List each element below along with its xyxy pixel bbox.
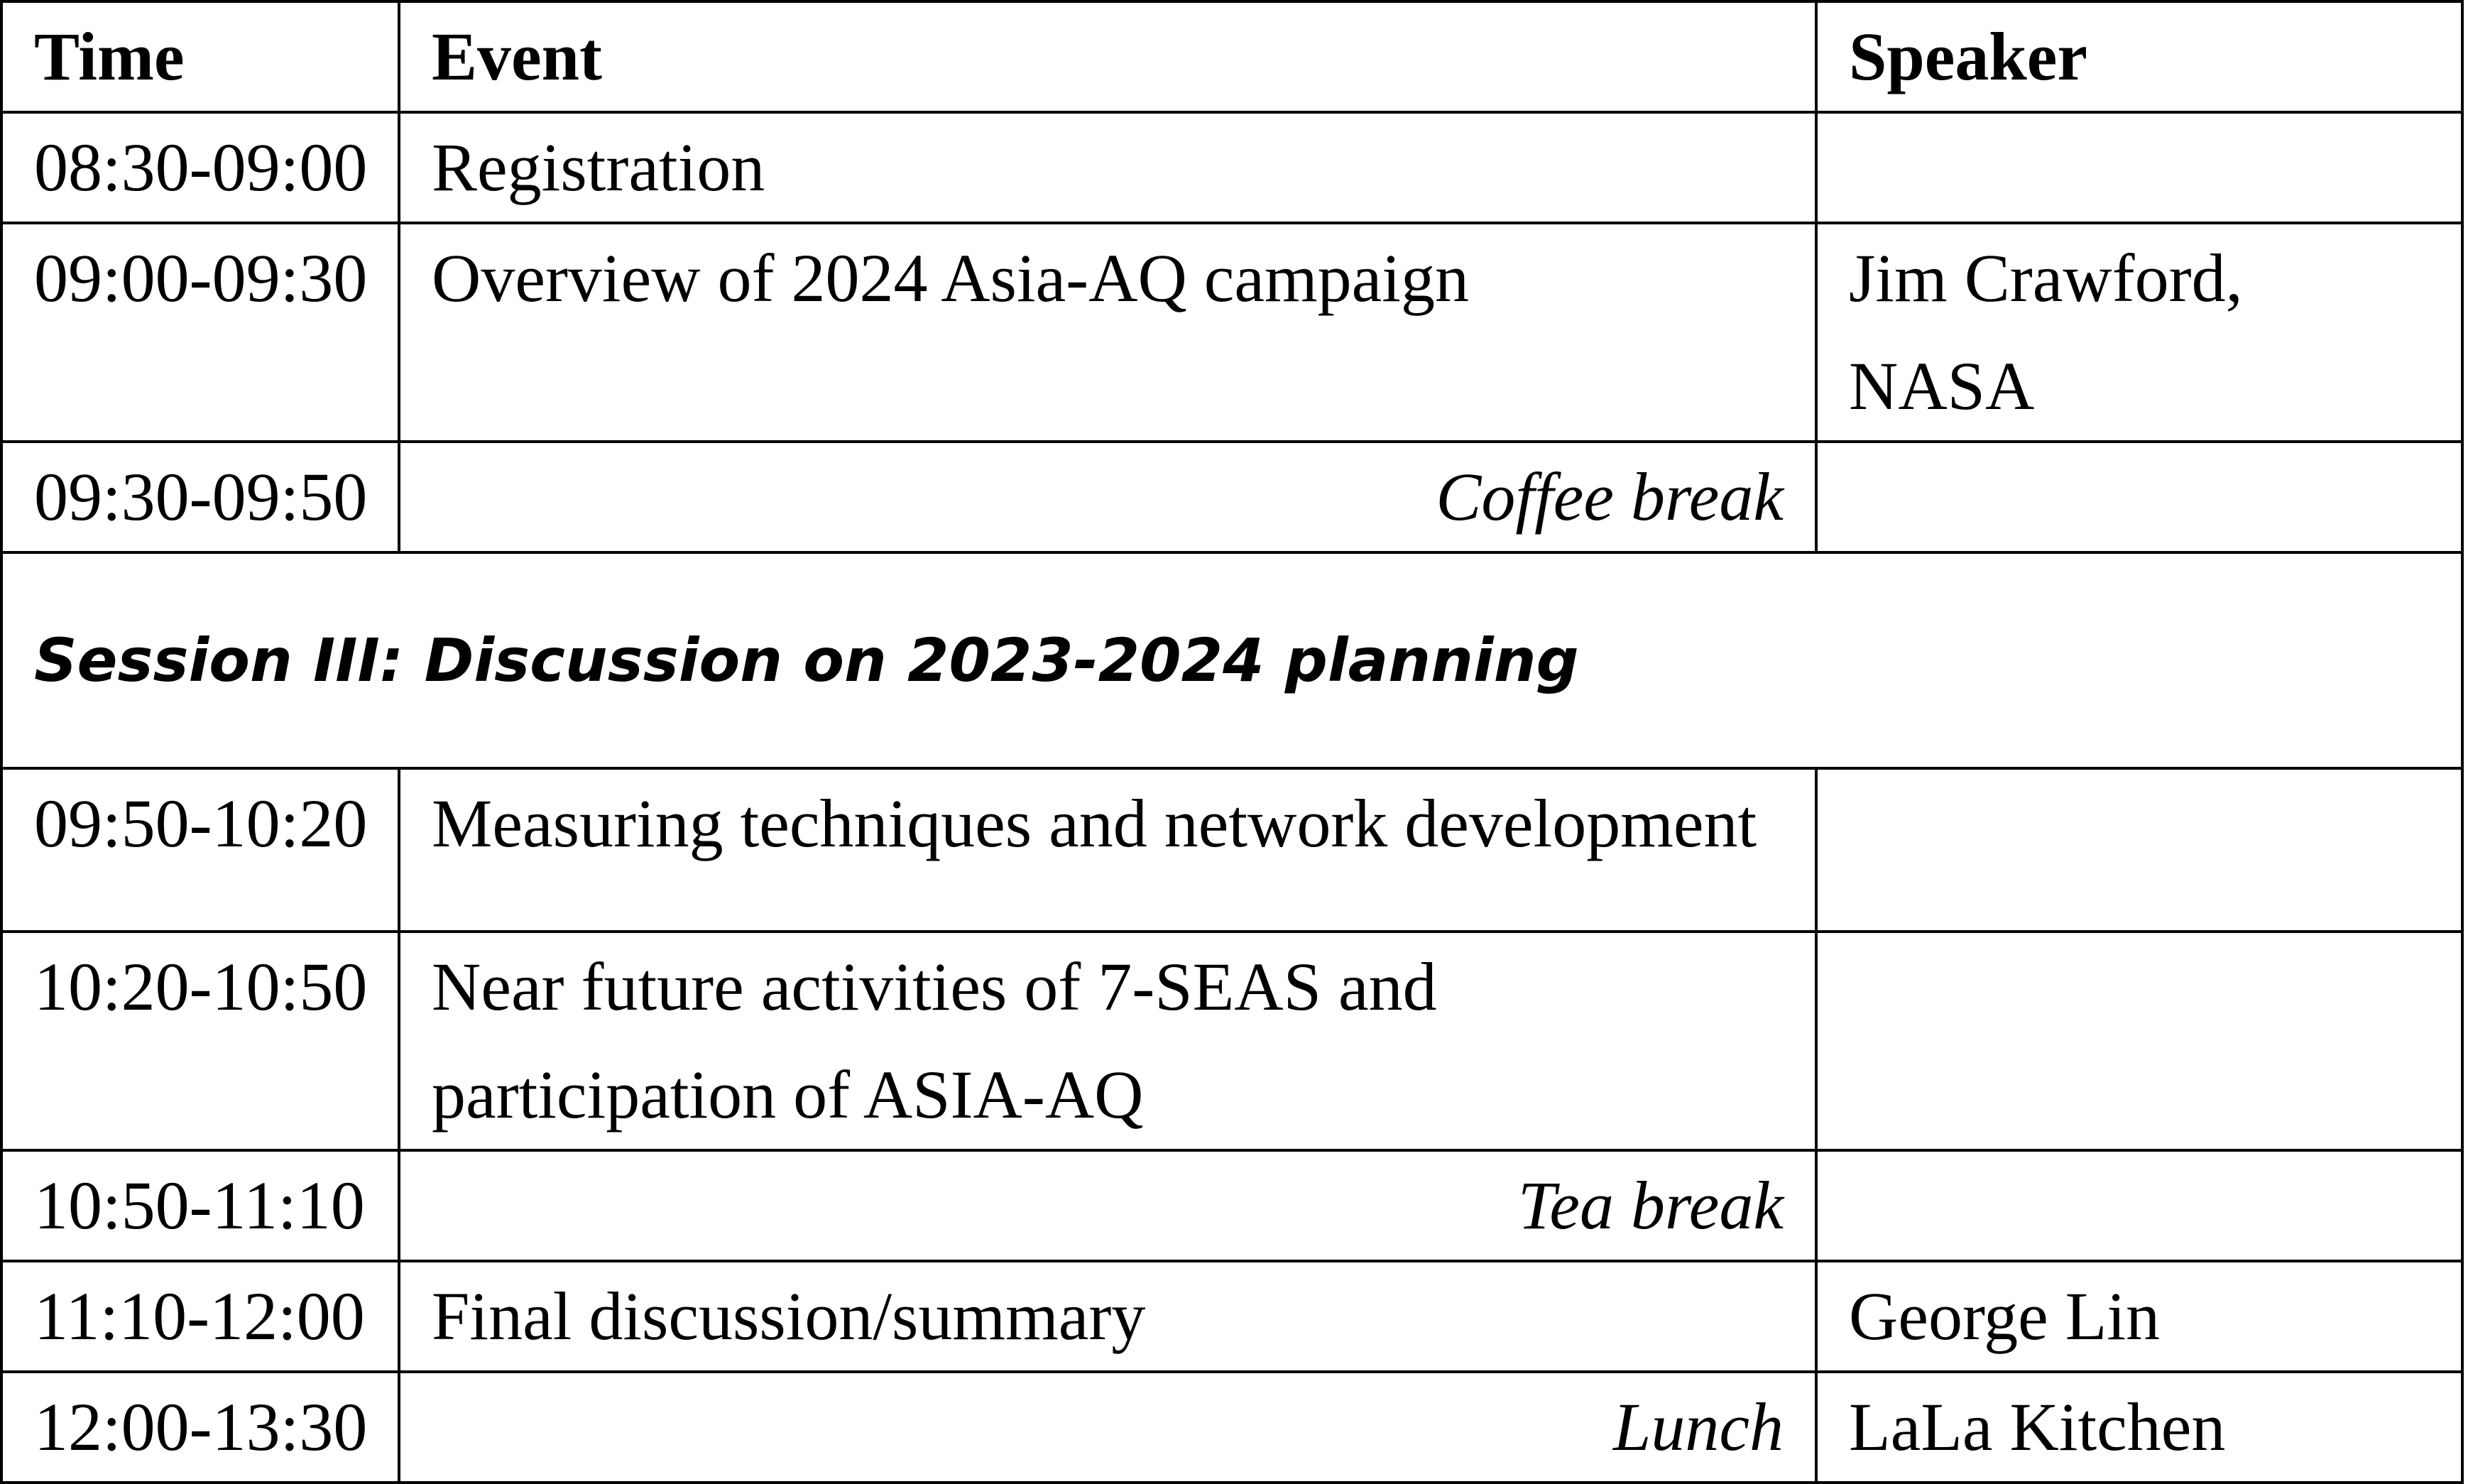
time-cell: 10:50-11:10 [1, 1150, 399, 1261]
speaker-affiliation: NASA [1849, 348, 2035, 424]
speaker-cell [1816, 442, 2462, 552]
speaker-name: Jim Crawford, [1849, 240, 2243, 316]
event-cell: Registration [399, 112, 1816, 223]
table-row [1, 1261, 2462, 1372]
speaker-cell [1816, 112, 2462, 223]
time-cell: 08:30-09:00 [1, 112, 399, 223]
event-cell [399, 932, 1816, 1150]
table-row [1, 223, 2462, 442]
table-row [1, 112, 2462, 223]
session-title: Session III: Discussion on 2023-2024 planning [1, 552, 2462, 768]
event-cell: Final discussion/summary [399, 1261, 1816, 1372]
break-cell: Lunch [399, 1372, 1816, 1483]
speaker-cell: George Lin [1816, 1261, 2462, 1372]
table-row [1, 1150, 2462, 1261]
header-event: Event [399, 1, 1816, 112]
header-speaker: Speaker [1816, 1, 2462, 112]
speaker-cell: LaLa Kitchen [1816, 1372, 2462, 1483]
table-row [1, 1372, 2462, 1483]
time-cell: 11:10-12:00 [1, 1261, 399, 1372]
time-cell: 09:30-09:50 [1, 442, 399, 552]
time-cell: 09:50-10:20 [1, 768, 399, 932]
event-cell: Measuring techniques and network development [399, 768, 1816, 932]
speaker-cell [1816, 768, 2462, 932]
time-cell: 09:00-09:30 [1, 223, 399, 442]
table-row [1, 768, 2462, 932]
table-row [1, 932, 2462, 1150]
event-cell: Overview of 2024 Asia-AQ campaign [399, 223, 1816, 442]
time-cell: 10:20-10:50 [1, 932, 399, 1150]
break-cell: Coffee break [399, 442, 1816, 552]
event-line: Near future activities of 7-SEAS and [432, 949, 1437, 1025]
speaker-cell [1816, 223, 2462, 442]
header-time: Time [1, 1, 399, 112]
speaker-cell [1816, 932, 2462, 1150]
session-row [1, 552, 2462, 768]
event-line: participation of ASIA-AQ [432, 1057, 1144, 1133]
table-header-row [1, 1, 2462, 112]
time-cell: 12:00-13:30 [1, 1372, 399, 1483]
break-cell: Tea break [399, 1150, 1816, 1261]
table-row [1, 442, 2462, 552]
speaker-cell [1816, 1150, 2462, 1261]
